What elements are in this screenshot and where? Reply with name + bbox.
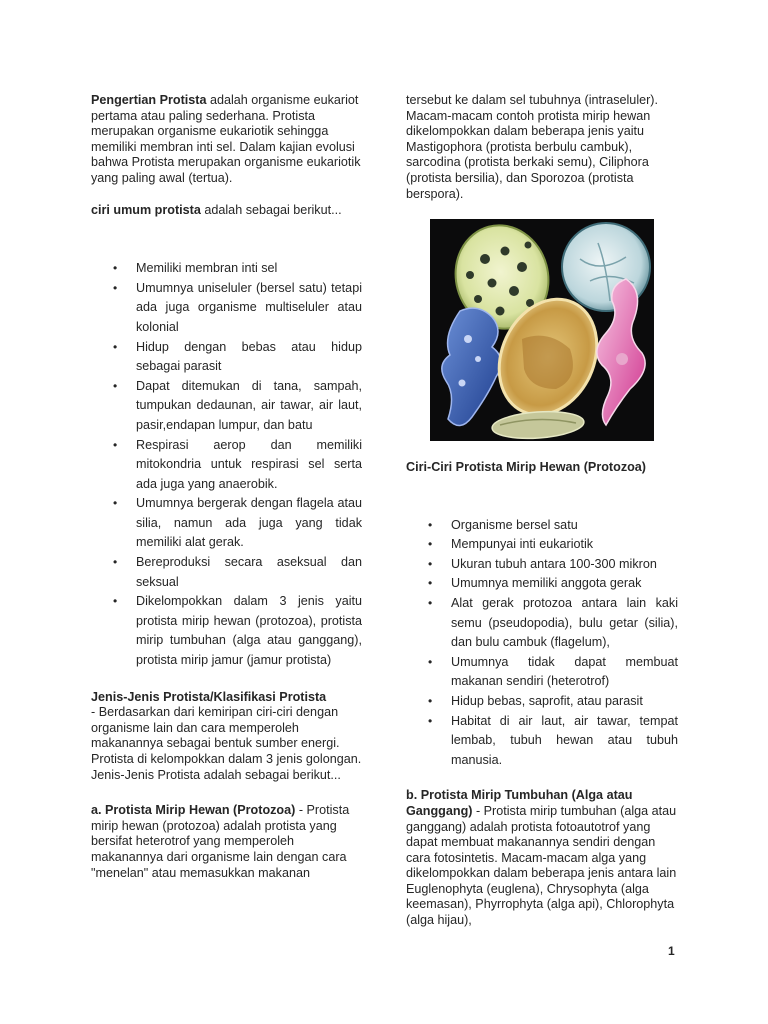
list-item	[406, 574, 678, 594]
list-item	[91, 494, 362, 553]
list-item	[406, 516, 678, 536]
bullet-icon: •	[428, 713, 433, 728]
hewan-list	[406, 516, 678, 771]
list-item-text: Hidup bebas, saprofit, atau parasit	[451, 693, 643, 708]
list-item-text: Respirasi aerop dan memiliki mitokondria untuk respirasi sel serta ada juga yang anaerobik.	[136, 437, 362, 491]
list-item	[406, 555, 678, 575]
bullet-icon: •	[113, 594, 118, 609]
bullet-icon: •	[428, 693, 433, 708]
list-item	[406, 535, 678, 555]
intro-text: adalah organisme eukariot pertama atau paling sederhana. Protista merupakan organisme eukariotik sehingga memiliki membran inti sel. Dalam kajian evolusi bahwa Protista merupakan organisme eukariotik yang paling awal (tertua).	[91, 93, 361, 185]
bullet-icon: •	[428, 576, 433, 591]
list-item	[406, 594, 678, 653]
right-column-lower	[406, 460, 678, 929]
list-item	[91, 436, 362, 495]
list-item	[91, 279, 362, 338]
bullet-icon: •	[113, 437, 118, 452]
bullet-icon: •	[113, 555, 118, 570]
right-column	[406, 93, 678, 202]
ciri-paragraph	[91, 203, 362, 219]
list-item-text: Dikelompokkan dalam 3 jenis yaitu protista mirip hewan (protozoa), protista mirip tumbuhan (alga atau ganggang), protista mirip jamur (jamur protista)	[136, 594, 362, 668]
bullet-icon: •	[113, 496, 118, 511]
ciri-text: adalah sebagai berikut...	[200, 202, 342, 217]
list-item-text: Mempunyai inti eukariotik	[451, 537, 594, 552]
list-item	[91, 259, 362, 279]
list-item	[406, 692, 678, 712]
list-item-text: Bereproduksi secara aseksual dan seksual	[136, 555, 362, 589]
list-item	[406, 712, 678, 771]
tumbuhan-text: - Protista mirip tumbuhan (alga atau ganggang) adalah protista fotoautotrof yang dapat membuat makanannya sendiri dengan cara fotosintetis. Macam-macam alga yang dikelompokkan dalam beberapa jenis antara lain Euglenophyta (euglena), Chrysophyta (alga keemasan), Phyrrophyta (alga api), Chlorophyta (alga hijau),	[406, 803, 677, 928]
list-item	[91, 592, 362, 670]
small-green-cell	[491, 409, 585, 441]
intro-term: Pengertian Protista	[91, 93, 207, 107]
intro-paragraph	[91, 93, 362, 187]
jenis-heading: Jenis-Jenis Protista/Klasifikasi Protista	[91, 689, 327, 704]
tumbuhan-heading: b. Protista Mirip Tumbuhan (Alga atau Ganggang)	[406, 788, 633, 818]
list-item-text: Umumnya uniseluler (bersel satu) tetapi ada juga organisme multiseluler atau kolonial	[136, 280, 362, 334]
protozoa-paragraph	[91, 803, 362, 881]
protista-micrograph	[430, 219, 654, 441]
jenis-paragraph	[91, 690, 362, 784]
bullet-icon: •	[113, 280, 118, 295]
bullet-icon: •	[428, 556, 433, 571]
list-item-text: Organisme bersel satu	[451, 517, 578, 532]
bullet-icon: •	[428, 654, 433, 669]
bullet-icon: •	[113, 339, 118, 354]
list-item-text: Habitat di air laut, air tawar, tempat lembab, tubuh hewan atau tubuh manusia.	[451, 713, 678, 767]
continuation-paragraph: tersebut ke dalam sel tubuhnya (intraseluler). Macam-macam contoh protista mirip hewan dikelompokkan dalam beberapa jenis yaitu Mastigophora (protista berbulu cambuk), sarcodina (protista berkaki semu), Ciliphora (protista bersilia), dan Sporozoa (protista berspora).	[406, 93, 659, 201]
left-column	[91, 93, 362, 881]
list-item-text: Umumnya tidak dapat membuat makanan sendiri (heterotrof)	[451, 654, 678, 689]
list-item-text: Ukuran tubuh antara 100-300 mikron	[451, 556, 657, 571]
list-item	[91, 377, 362, 436]
bullet-icon: •	[428, 517, 433, 532]
list-item	[91, 338, 362, 377]
hewan-heading: Ciri-Ciri Protista Mirip Hewan (Protozoa)	[406, 460, 647, 474]
list-item-text: Dapat ditemukan di tana, sampah, tumpukan dedaunan, air tawar, air laut, pasir,endapan lumpur, dan batu	[136, 378, 362, 432]
list-item-text: Hidup dengan bebas atau hidup sebagai parasit	[136, 339, 362, 374]
list-item-text: Alat gerak protozoa antara lain kaki semu (pseudopodia), bulu getar (silia), dan bulu cambuk (flagelum),	[451, 595, 678, 650]
jenis-text: - Berdasarkan dari kemiripan ciri-ciri dengan organisme lain dan cara memperoleh makanannya sebagai bentuk sumber energi. Protista di kelompokkan dalam 3 jenis golongan. Jenis-Jenis Protista adalah sebagai berikut...	[91, 705, 362, 782]
protista-image	[430, 219, 654, 441]
bullet-icon: •	[428, 537, 433, 552]
bullet-icon: •	[113, 261, 118, 276]
ciri-term: ciri umum protista	[91, 202, 201, 217]
list-item-text: Umumnya memiliki anggota gerak	[451, 576, 642, 591]
ciri-list	[91, 259, 362, 670]
list-item-text: Umumnya bergerak dengan flagela atau silia, namun ada juga yang tidak memiliki alat gerak.	[136, 496, 362, 550]
list-item	[406, 653, 678, 692]
bullet-icon: •	[428, 595, 433, 610]
tumbuhan-paragraph	[406, 788, 678, 928]
page-number: 1	[668, 944, 675, 958]
blue-amoeba-cell	[442, 308, 501, 425]
list-item-text: Memiliki membran inti sel	[136, 261, 278, 276]
bullet-icon: •	[113, 378, 118, 393]
protozoa-text: - Protista mirip hewan (protozoa) adalah protista yang bersifat heterotrof yang memperoleh makanannya dari organisme lain dengan cara "menelan" atau memasukkan makanan	[91, 803, 350, 880]
protozoa-heading: a. Protista Mirip Hewan (Protozoa)	[91, 803, 296, 818]
list-item	[91, 553, 362, 592]
